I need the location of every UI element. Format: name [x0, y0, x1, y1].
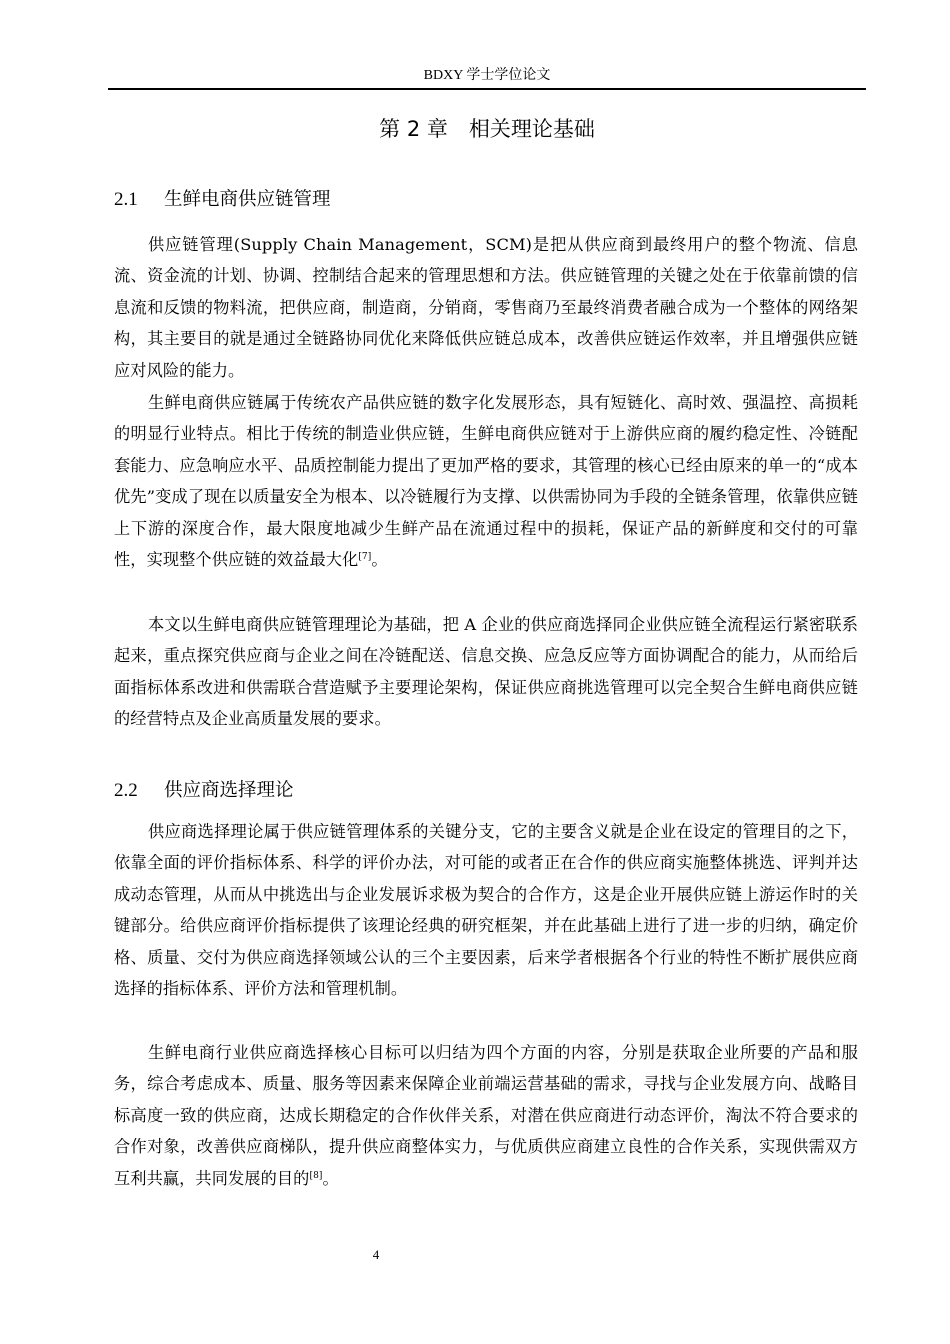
paragraph-text: 生鲜电商行业供应商选择核心目标可以归结为四个方面的内容，分别是获取企业所要的产品和服务，综合考虑成本、质量、服务等因素来保障企业前端运营基础的需求，寻找与企业发展方向、战略目标高度一致的供应商，达成长期稳定的合作伙伴关系，对潜在供应商进行动态评价，淘汰不符合要求的合作对象，改善供应商梯队，提升供应商整体实力，与优质供应商建立良性的合作关系，实现供需双方互利共赢，共同发展的目的 [114, 1043, 858, 1188]
paragraph-text: 生鲜电商供应链属于传统农产品供应链的数字化发展形态，具有短链化、高时效、强温控、高损耗的明显行业特点。相比于传统的制造业供应链，生鲜电商供应链对于上游供应商的履约稳定性、冷链配套能力、应急响应水平、品质控制能力提出了更加严格的要求，其管理的核心已经由原来的单一的“成本优先”变成了现在以质量安全为根本、以冷链履行为支撑、以供需协同为手段的全链条管理，依靠供应链上下游的深度合作，最大限度地减少生鲜产品在流通过程中的损耗，保证产品的新鲜度和交付的可靠性，实现整个供应链的效益最大化 [114, 393, 858, 570]
section-title: 供应商选择理论 [164, 780, 294, 801]
paragraph-fresh-ecommerce-supply-chain [114, 387, 858, 575]
page-number: 4 [372, 1247, 380, 1262]
paragraph-scm-definition [114, 229, 858, 386]
chapter-title: 第 2 章 相关理论基础 [379, 117, 595, 141]
section-title: 生鲜电商供应链管理 [164, 189, 331, 210]
paragraph-tail: 。 [371, 550, 388, 570]
citation-ref: [7] [358, 552, 372, 563]
section-number: 2.1 [114, 189, 138, 210]
paragraph-selection-objectives [114, 1037, 858, 1194]
citation-ref: [8] [309, 1170, 323, 1181]
paragraph-study-basis [114, 609, 858, 735]
section-number: 2.2 [114, 780, 138, 801]
paragraph-tail: 。 [322, 1168, 339, 1188]
paragraph-text: 供应链管理(Supply Chain Management，SCM)是把从供应商到最终用户的整个物流、信息流、资金流的计划、协调、控制结合起来的管理思想和方法。供应链管理的关键之处在于依靠前馈的信息流和反馈的物料流，把供应商，制造商，分销商，零售商乃至最终消费者融合成为一个整体的网络架构，其主要目的就是通过全链路协同优化来降低供应链总成本，改善供应链运作效率，并且增强供应链应对风险的能力。 [114, 235, 858, 380]
paragraph-supplier-selection-theory [114, 816, 858, 1004]
header-rule [108, 88, 866, 90]
running-header: BDXY 学士学位论文 [423, 68, 551, 83]
paragraph-text: 供应商选择理论属于供应链管理体系的关键分支，它的主要含义就是企业在设定的管理目的之下，依靠全面的评价指标体系、科学的评价办法，对可能的或者正在合作的供应商实施整体挑选、评判并达成动态管理，从而从中挑选出与企业发展诉求极为契合的合作方，这是企业开展供应链上游运作时的关键部分。给供应商评价指标提供了该理论经典的研究框架，并在此基础上进行了进一步的归纳，确定价格、质量、交付为供应商选择领域公认的三个主要因素，后来学者根据各个行业的特性不断扩展供应商选择的指标体系、评价方法和管理机制。 [114, 822, 858, 999]
section-heading-2-1 [114, 185, 331, 215]
section-heading-2-2 [114, 776, 294, 806]
paragraph-text: 本文以生鲜电商供应链管理理论为基础，把 A 企业的供应商选择同企业供应链全流程运行紧密联系起来，重点探究供应商与企业之间在冷链配送、信息交换、应急反应等方面协调配合的能力，从而给后面指标体系改进和供需联合营造赋予主要理论架构，保证供应商挑选管理可以完全契合生鲜电商供应链的经营特点及企业高质量发展的要求。 [114, 615, 858, 729]
